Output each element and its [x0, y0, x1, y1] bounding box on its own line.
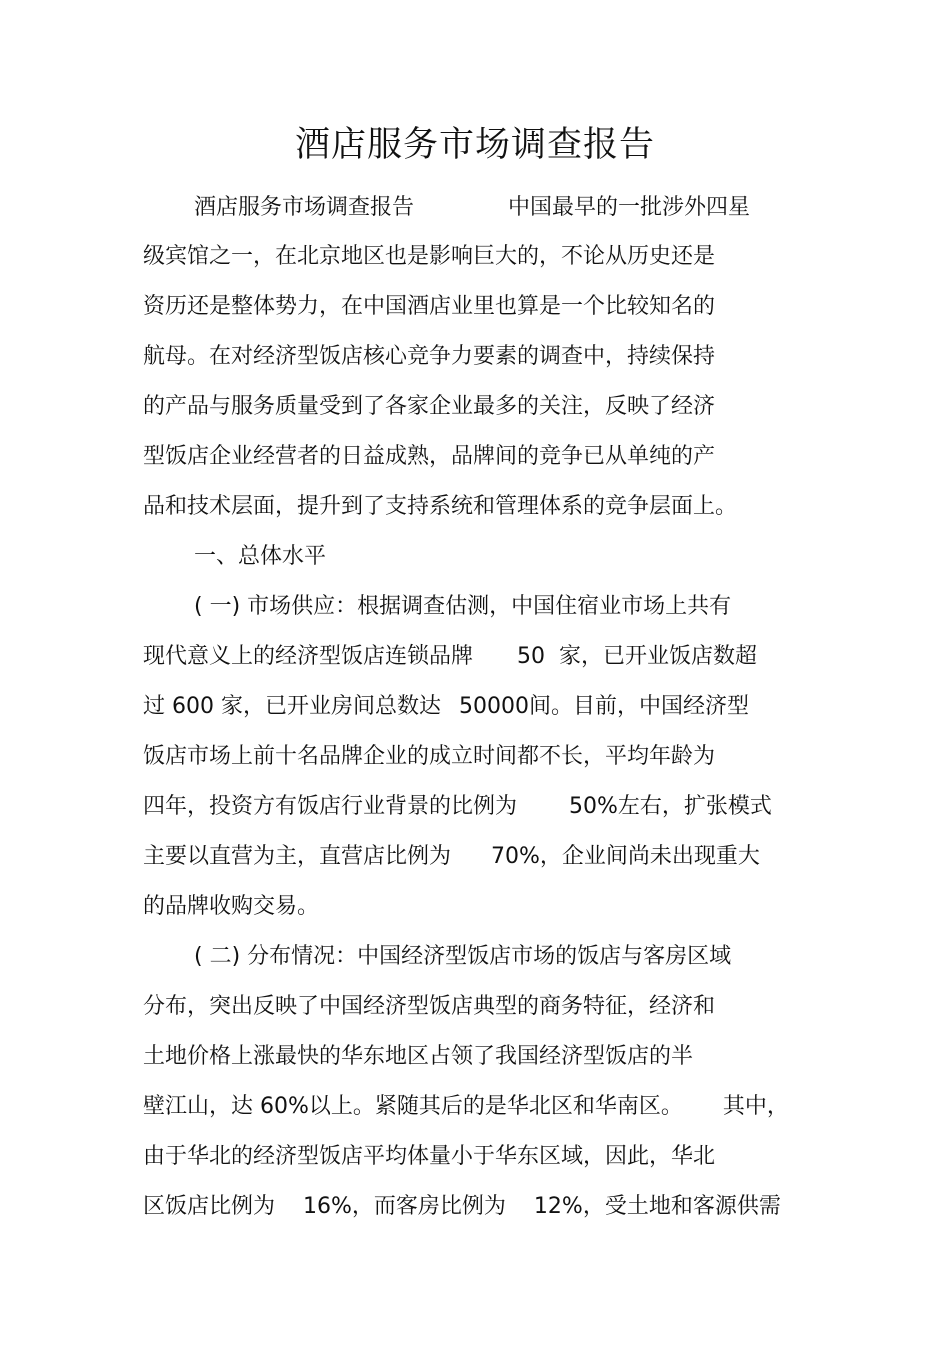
line-text: 50000: [458, 694, 529, 719]
paragraph-line: 的品牌收购交易。: [143, 894, 320, 919]
line-text: 现代意义上的经济型饭店连锁品牌: [143, 644, 474, 669]
section-heading: 一、总体水平: [194, 544, 327, 569]
paragraph-line: 饭店市场上前十名品牌企业的成立时间都不长，平均年龄为: [143, 744, 716, 769]
paragraph-line: [143, 692, 749, 722]
line-text: 其中，: [722, 1094, 789, 1119]
paragraph-line: 土地价格上涨最快的华东地区占领了我国经济型饭店的半: [143, 1044, 694, 1069]
paragraph-line: [143, 842, 760, 872]
paragraph-line: ( 二) 分布情况：中国经济型饭店市场的饭店与客房区域: [194, 944, 732, 969]
line-text: 70%，企业间尚未出现重大: [491, 844, 760, 869]
paragraph-line: 级宾馆之一，在北京地区也是影响巨大的，不论从历史还是: [143, 244, 716, 269]
line-text: 50: [517, 644, 546, 669]
paragraph-line: [143, 1092, 789, 1122]
line-text: 16%，而客房比例为: [303, 1194, 506, 1219]
paragraph-line: 品和技术层面，提升到了支持系统和管理体系的竞争层面上。: [143, 494, 738, 519]
paragraph-line: [194, 193, 750, 223]
paragraph-line: 型饭店企业经营者的日益成熟，品牌间的竞争已从单纯的产: [143, 444, 716, 469]
line-text: 家，已开业饭店数超: [559, 644, 758, 669]
line-text: 四年，投资方有饭店行业背景的比例为: [143, 794, 518, 819]
paragraph-line: 资历还是整体势力，在中国酒店业里也算是一个比较知名的: [143, 294, 716, 319]
line-text: 壁江山，达 60%以上。紧随其后的是华北区和华南区。: [143, 1094, 683, 1119]
line-text: 区饭店比例为: [143, 1194, 276, 1219]
line-text: 中国最早的一批涉外四星: [508, 195, 751, 220]
line-text: 间。目前，中国经济型: [528, 694, 749, 719]
line-text: 酒店服务市场调查报告: [194, 195, 415, 220]
paragraph-line: 分布，突出反映了中国经济型饭店典型的商务特征，经济和: [143, 994, 716, 1019]
paragraph-line: 由于华北的经济型饭店平均体量小于华东区域，因此，华北: [143, 1144, 716, 1169]
paragraph-line: [143, 642, 757, 672]
line-text: 12%，受土地和客源供需: [533, 1194, 781, 1219]
paragraph-line: 的产品与服务质量受到了各家企业最多的关注，反映了经济: [143, 394, 716, 419]
paragraph-line: [143, 792, 772, 822]
line-text: 主要以直营为主，直营店比例为: [143, 844, 452, 869]
line-text: 过 600 家，已开业房间总数达: [143, 694, 441, 719]
paragraph-line: [143, 1192, 781, 1222]
line-text: 50%左右，扩张模式: [569, 794, 772, 819]
paragraph-line: ( 一) 市场供应：根据调查估测，中国住宿业市场上共有: [194, 594, 732, 619]
document-title: 酒店服务市场调查报告: [294, 125, 655, 165]
paragraph-line: 航母。在对经济型饭店核心竞争力要素的调查中，持续保持: [143, 344, 716, 369]
